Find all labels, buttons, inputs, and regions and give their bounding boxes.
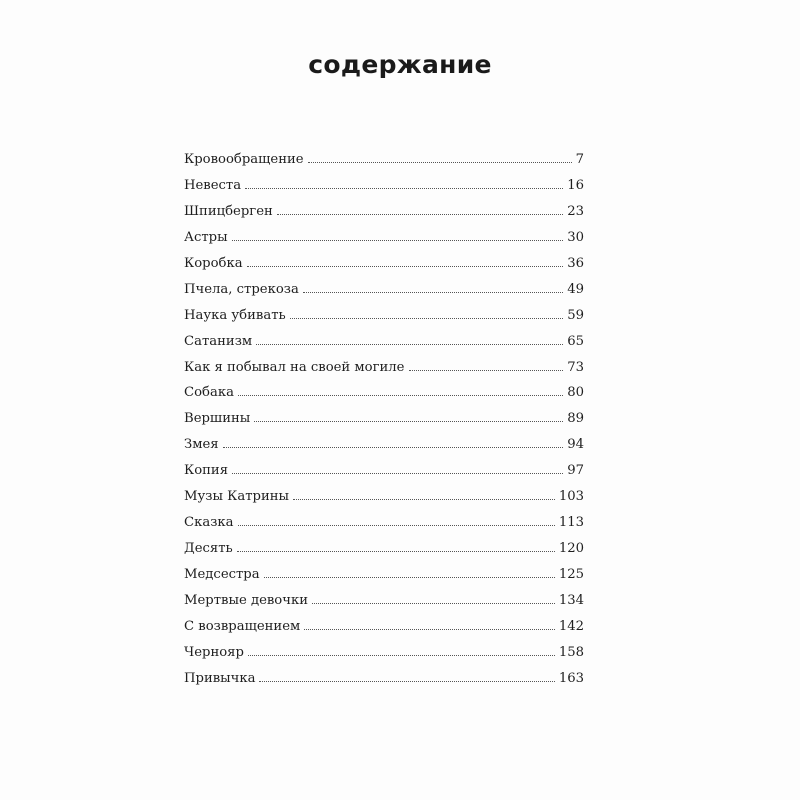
- toc-entry-page-number: 103: [558, 489, 584, 505]
- toc-entry: [184, 666, 584, 692]
- toc-entry: [184, 225, 584, 251]
- toc-entry-title: Коробка: [184, 255, 243, 271]
- toc-entry-title: Копия: [184, 463, 229, 479]
- toc-entry: [184, 303, 584, 329]
- toc-entry: [184, 614, 584, 640]
- toc-entry-title: Змея: [184, 437, 219, 453]
- toc-entry-title: Медсестра: [184, 567, 260, 582]
- toc-entry: [184, 406, 584, 432]
- toc-entry: [184, 484, 584, 510]
- toc-entry-page-number: 97: [567, 463, 584, 479]
- dot-leader: [256, 344, 563, 345]
- dot-leader: [247, 266, 564, 267]
- toc-entry-title: Музы Катрины: [184, 489, 290, 505]
- toc-entry-page-number: 158: [558, 644, 584, 660]
- toc-entry: [184, 380, 584, 406]
- toc-entry-title: С возвращением: [184, 618, 301, 634]
- toc-entry-page-number: 16: [567, 177, 584, 193]
- toc-entry-title: Мертвые девочки: [184, 592, 308, 608]
- toc-entry-title: Привычка: [184, 670, 256, 686]
- dot-leader: [254, 421, 563, 422]
- dot-leader: [409, 370, 564, 371]
- toc-entry: [184, 640, 584, 666]
- toc-entry: [184, 458, 584, 484]
- dot-leader: [264, 577, 555, 578]
- toc-entry: [184, 199, 584, 225]
- toc-entry-page-number: 94: [567, 437, 584, 453]
- toc-entry-page-number: 80: [567, 385, 584, 401]
- toc-entry-page-number: 36: [567, 255, 584, 271]
- toc-entry: [184, 147, 584, 173]
- toc-entry: [184, 562, 584, 588]
- toc-entry-page-number: 30: [567, 229, 584, 245]
- dot-leader: [290, 318, 564, 319]
- toc-entry-title: Наука убивать: [184, 307, 286, 323]
- dot-leader: [232, 240, 564, 241]
- dot-leader: [248, 655, 555, 656]
- toc-entry-title: Как я побывал на своей могиле: [184, 359, 405, 375]
- dot-leader: [232, 473, 563, 474]
- toc-entry: [184, 588, 584, 614]
- toc-entry-page-number: 163: [558, 670, 584, 686]
- toc-entry-page-number: 134: [558, 592, 584, 608]
- dot-leader: [238, 395, 563, 396]
- toc-entry-page-number: 142: [558, 618, 584, 634]
- toc-entry-title: Собака: [184, 385, 234, 401]
- toc-entry-title: Невеста: [184, 177, 242, 193]
- toc-entry-page-number: 125: [558, 567, 584, 582]
- toc-entry: [184, 536, 584, 562]
- toc-entry-page-number: 113: [558, 515, 584, 531]
- dot-leader: [293, 499, 555, 500]
- toc-entry-page-number: 23: [567, 203, 584, 219]
- toc-entry: [184, 355, 584, 381]
- toc-entry-title: Астры: [184, 229, 228, 245]
- contents-heading: содержание: [308, 50, 492, 79]
- dot-leader: [223, 447, 564, 448]
- toc-entry-page-number: 73: [567, 359, 584, 375]
- dot-leader: [304, 629, 555, 630]
- dot-leader: [238, 525, 555, 526]
- toc-entry-title: Сказка: [184, 515, 234, 531]
- toc-entry-title: Пчела, стрекоза: [184, 281, 299, 297]
- table-of-contents: [184, 147, 584, 692]
- toc-entry-title: Кровообращение: [184, 152, 304, 167]
- toc-entry: [184, 277, 584, 303]
- dot-leader: [259, 681, 554, 682]
- toc-entry: [184, 432, 584, 458]
- dot-leader: [303, 292, 563, 293]
- dot-leader: [312, 603, 555, 604]
- toc-entry-title: Сатанизм: [184, 333, 253, 349]
- dot-leader: [308, 162, 572, 163]
- toc-entry: [184, 173, 584, 199]
- toc-entry-page-number: 65: [567, 333, 584, 349]
- toc-entry: [184, 510, 584, 536]
- dot-leader: [245, 188, 563, 189]
- toc-entry: [184, 251, 584, 277]
- toc-entry-page-number: 89: [567, 411, 584, 427]
- toc-entry-title: Чернояр: [184, 644, 244, 660]
- toc-entry-page-number: 120: [558, 541, 584, 557]
- toc-entry: [184, 329, 584, 355]
- toc-entry-page-number: 59: [567, 307, 584, 323]
- dot-leader: [277, 214, 563, 215]
- toc-entry-title: Вершины: [184, 411, 251, 427]
- toc-entry-title: Шпицберген: [184, 203, 273, 219]
- toc-entry-title: Десять: [184, 541, 233, 557]
- toc-entry-page-number: 7: [575, 152, 584, 167]
- dot-leader: [237, 551, 555, 552]
- toc-entry-page-number: 49: [567, 281, 584, 297]
